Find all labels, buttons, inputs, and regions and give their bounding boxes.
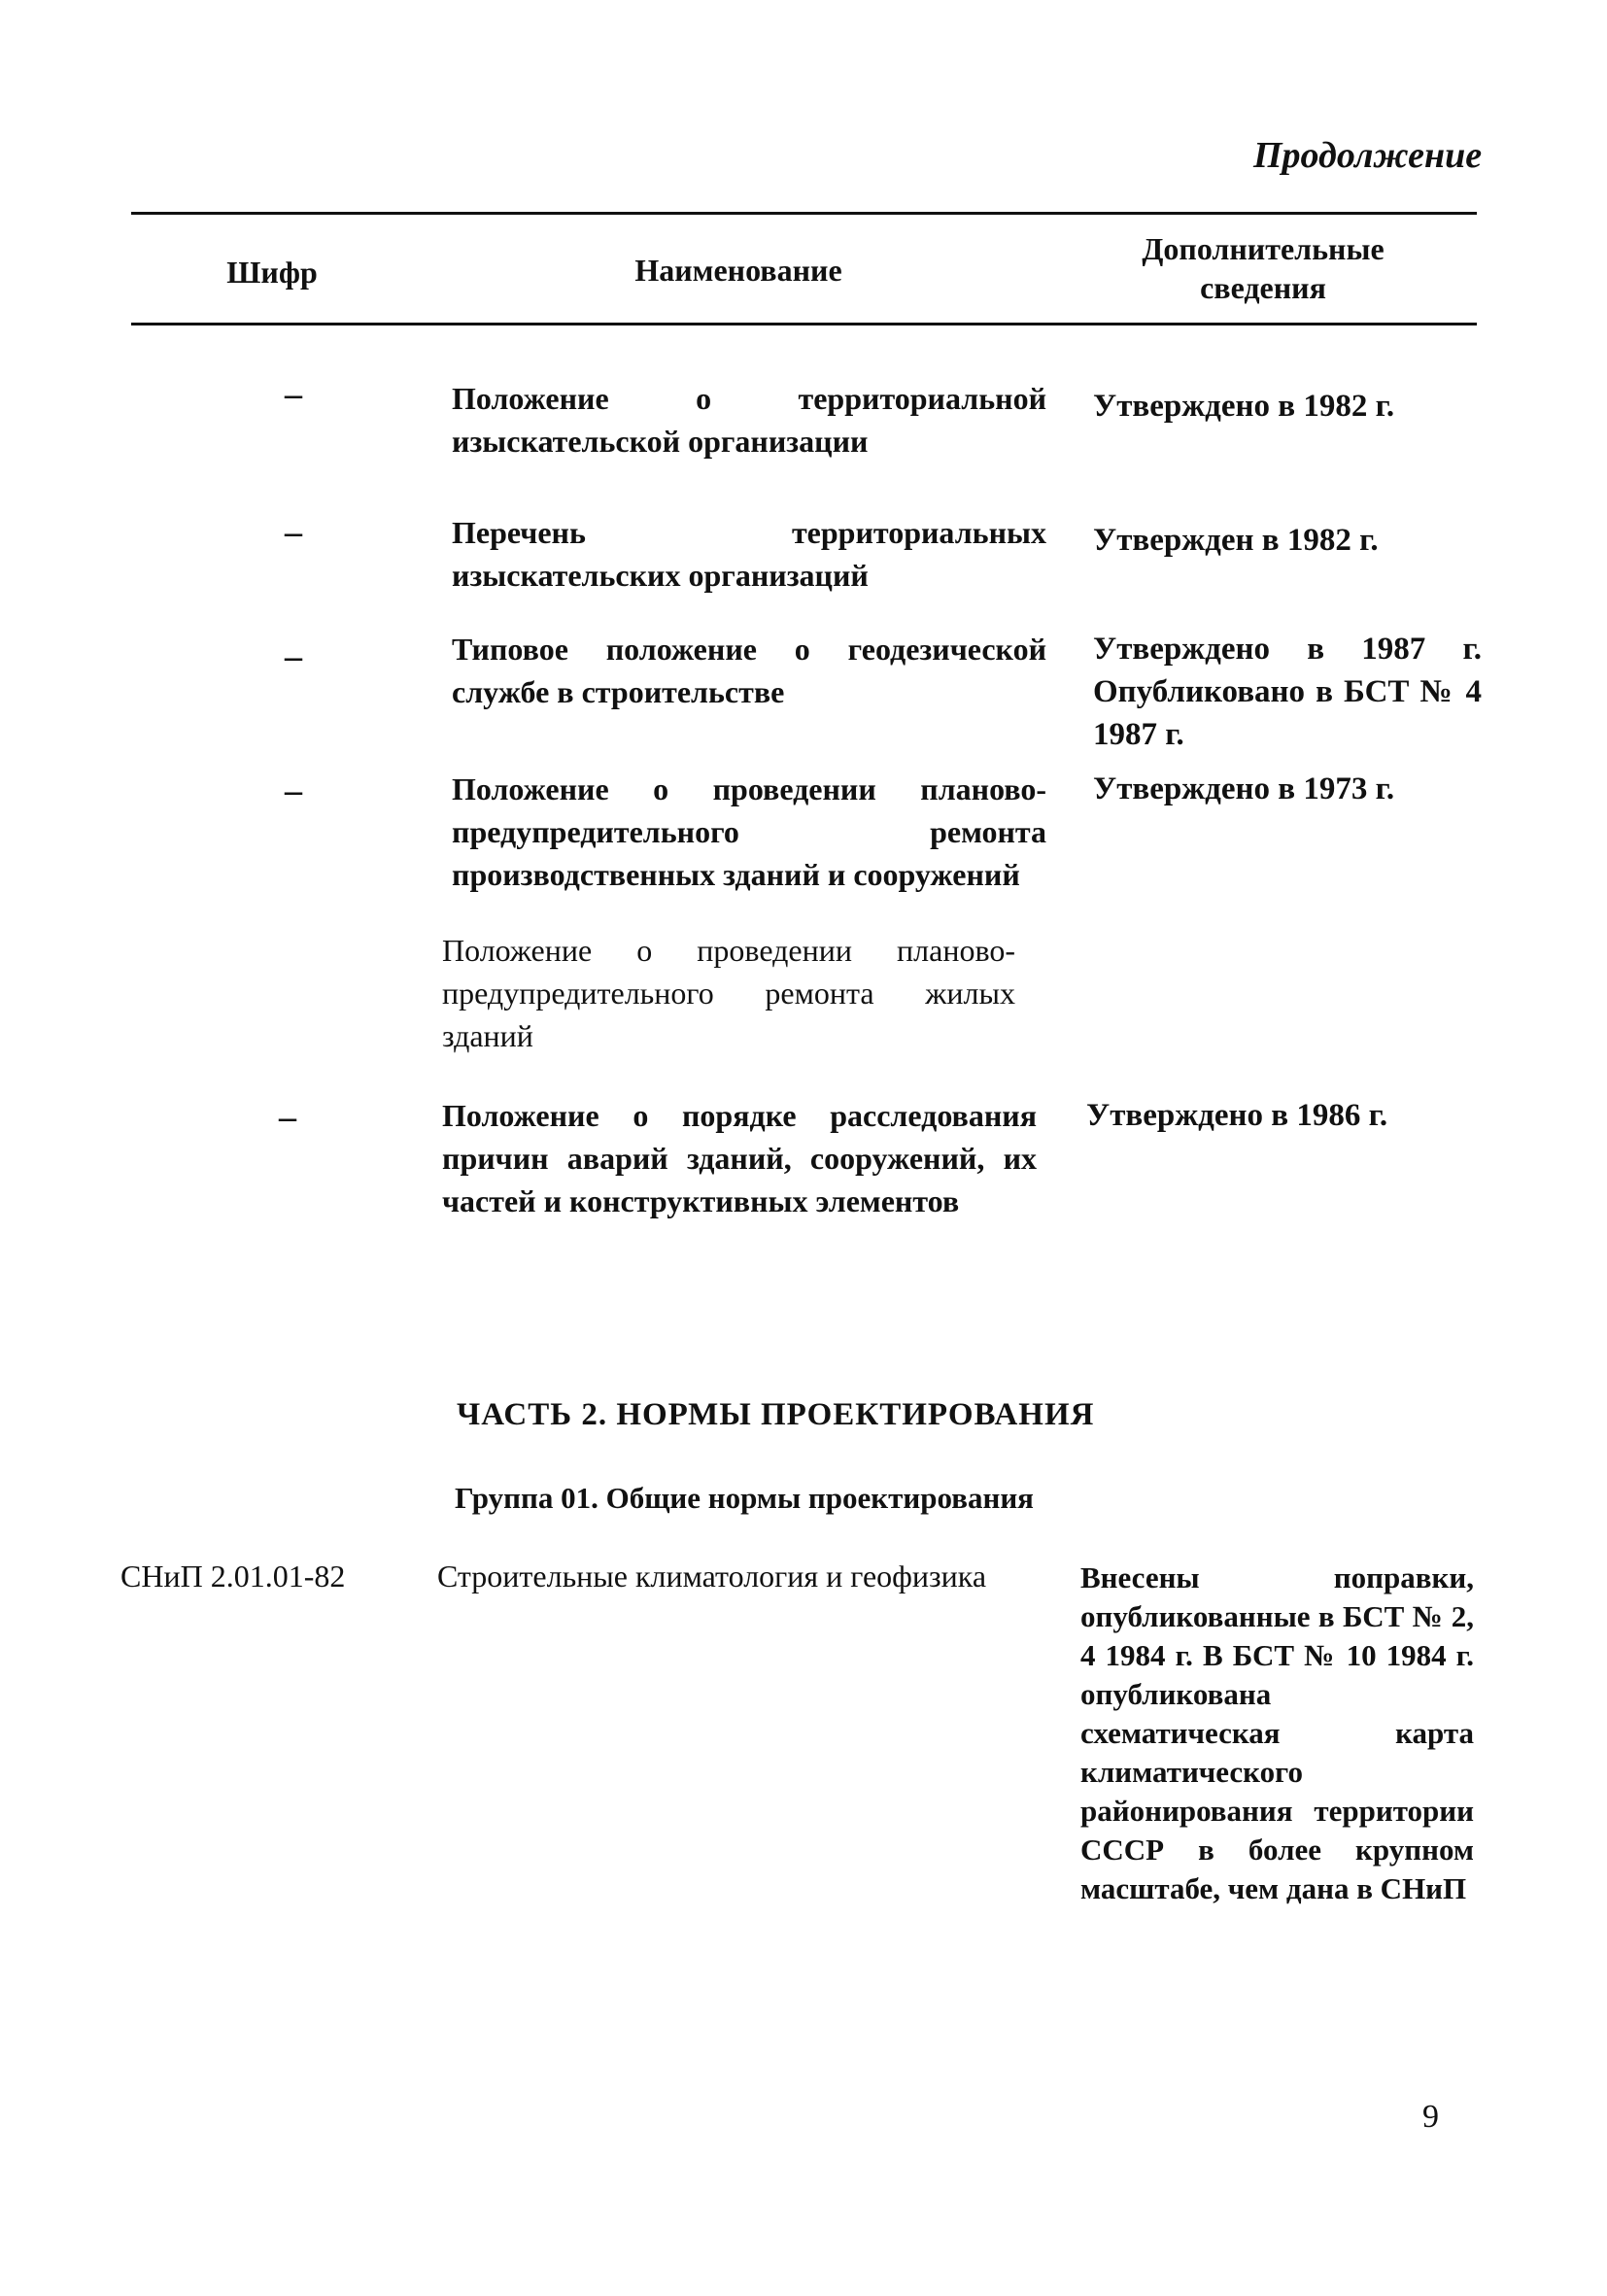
table-top-rule <box>131 212 1477 215</box>
header-info-line2: сведения <box>1200 270 1326 305</box>
entry-code: СНиП 2.01.01-82 <box>120 1559 346 1593</box>
section-title: ЧАСТЬ 2. НОРМЫ ПРОЕКТИРОВАНИЯ <box>457 1397 1095 1432</box>
header-info <box>1088 229 1438 307</box>
row-4-name: Положение о проведении планово-предупредительного ремонта производственных зданий и сооружений <box>452 771 1046 892</box>
row-2-name: Перечень территориальных изыскательских организаций <box>452 515 1046 593</box>
row-1-name: Положение о территориальной изыскательской организации <box>452 381 1046 459</box>
table-header-rule <box>131 323 1477 326</box>
page-number: 9 <box>1422 2099 1439 2135</box>
row-6-name: Положение о порядке расследования причин аварий зданий, сооружений, их частей и конструктивных элементов <box>442 1098 1037 1218</box>
row-5-name: Положение о проведении планово-предупредительного ремонта жилых зданий <box>442 933 1015 1053</box>
group-title: Группа 01. Общие нормы проектирования <box>455 1481 1034 1515</box>
row-1-info: Утверждено в 1982 г. <box>1093 389 1395 424</box>
row-2-code: – <box>285 512 302 551</box>
entry-info: Внесены поправки, опубликованные в БСТ № 2, 4 1984 г. В БСТ № 10 1984 г. опубликована схематическая карта климатического районирования территории СССР в более крупном масштабе, чем дана в СНиП <box>1080 1560 1474 1905</box>
row-6-info: Утверждено в 1986 г. <box>1086 1098 1388 1133</box>
header-info-line1: Дополнительные <box>1142 231 1385 266</box>
header-name: Наименование <box>634 253 842 288</box>
row-3-name: Типовое положение о геодезической службе в строительстве <box>452 632 1046 709</box>
continuation-label: Продолжение <box>1253 135 1483 176</box>
row-4-info: Утверждено в 1973 г. <box>1093 771 1395 806</box>
row-4-code: – <box>285 771 302 809</box>
row-1-code: – <box>285 374 302 413</box>
header-code: Шифр <box>226 255 318 290</box>
row-6-code: – <box>279 1097 296 1136</box>
row-3-info: Утверждено в 1987 г. Опубликовано в БСТ № 4 1987 г. <box>1093 632 1482 752</box>
row-3-code: – <box>285 636 302 675</box>
row-2-info: Утвержден в 1982 г. <box>1093 523 1379 558</box>
entry-name: Строительные климатология и геофизика <box>437 1559 987 1593</box>
